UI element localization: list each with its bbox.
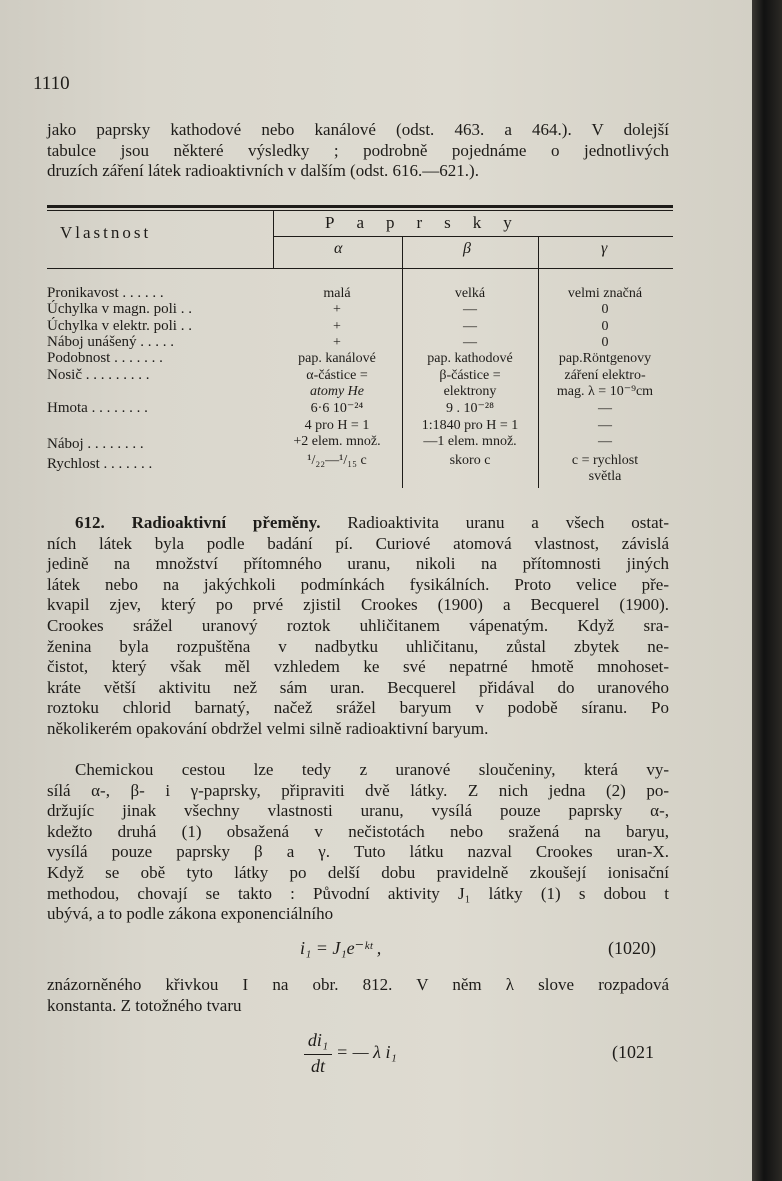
cell-alpha: atomy He bbox=[309, 384, 365, 399]
table-subheader-rule bbox=[273, 236, 673, 237]
cell-beta: β-částice = bbox=[439, 368, 501, 383]
section-line: kráte větší aktivitu než sám uran. Becquerel přidával do uranového bbox=[47, 677, 669, 697]
section-line: roztoku chlorid barnatý, načež srážel baryum v podobě síranu. Po bbox=[47, 698, 669, 718]
section-number: 612. bbox=[75, 513, 105, 532]
cell-beta: — bbox=[463, 302, 477, 317]
cell-gamma: 0 bbox=[601, 335, 609, 350]
para-line: znázorněného křivkou I na obr. 812. V něm λ slove rozpadová bbox=[47, 975, 669, 994]
cell-gamma: — bbox=[598, 434, 612, 449]
header-beta: β bbox=[463, 240, 471, 257]
table-top-rule bbox=[47, 205, 673, 208]
cell-alpha: + bbox=[333, 319, 341, 334]
paragraph-decay-constant bbox=[47, 975, 669, 1016]
cell-beta: 1:1840 pro H = 1 bbox=[421, 418, 519, 433]
cell-alpha: 4 pro H = 1 bbox=[304, 418, 370, 433]
section-line: Crookes srážel uranový roztok uhličitanem vápenatým. Když sra- bbox=[47, 615, 669, 635]
cell-gamma: c = rychlost bbox=[571, 453, 639, 468]
row-label-podobnost: Podobnost . . . . . . . bbox=[47, 350, 163, 366]
cell-alpha: ¹/₂₂—¹/₁₅ c bbox=[307, 453, 367, 468]
para-line: Když se obě tyto látky po delší dobu pravidelně zkoušejí ionisační bbox=[47, 862, 669, 882]
cell-gamma: 0 bbox=[601, 319, 609, 334]
cell-beta: — bbox=[463, 319, 477, 334]
cell-gamma: 0 bbox=[601, 302, 609, 317]
cell-alpha: + bbox=[333, 302, 341, 317]
section-612-paragraph bbox=[47, 513, 669, 740]
cell-gamma: — bbox=[598, 401, 612, 416]
cell-beta: 9 . 10⁻²⁸ bbox=[446, 401, 494, 416]
row-label-naboj-unaseny: Náboj unášený . . . . . bbox=[47, 334, 175, 350]
cell-beta: elektrony bbox=[443, 384, 497, 399]
cell-gamma: světla bbox=[588, 469, 622, 484]
fraction-bar bbox=[304, 1054, 332, 1055]
cell-gamma: mag. λ = 10⁻⁹cm bbox=[556, 384, 654, 399]
cell-beta: skoro c bbox=[449, 453, 491, 468]
cell-gamma: — bbox=[598, 418, 612, 433]
para-line: vysílá pouze paprsky β a γ. Tuto látku nazval Crookes uran-X. bbox=[47, 842, 669, 862]
table-header-rays: Paprsky bbox=[325, 213, 534, 232]
section-line: ních látek byla podle badání pí. Curiové atomová vlastnost, závislá bbox=[47, 533, 669, 553]
para-line: konstanta. Z totožného tvaru bbox=[47, 995, 242, 1015]
equation-number-1021: (1021 bbox=[612, 1042, 654, 1062]
header-gamma: γ bbox=[601, 240, 608, 257]
header-alpha: α bbox=[334, 240, 343, 257]
section-line: čistot, který však měl vzhledem ke své nepatrné hmotě mnohoset- bbox=[47, 657, 669, 677]
row-label-nosic: Nosič . . . . . . . . . bbox=[47, 367, 150, 383]
row-label-naboj: Náboj . . . . . . . . bbox=[47, 436, 144, 452]
cell-beta: —1 elem. množ. bbox=[423, 434, 517, 449]
fraction-numerator: di₁ bbox=[307, 1030, 329, 1050]
cell-alpha: +2 elem. množ. bbox=[293, 434, 381, 449]
cell-alpha: α-částice = bbox=[306, 368, 368, 383]
row-label-uchylka-elektr: Úchylka v elektr. poli . . bbox=[47, 318, 192, 334]
cell-beta: pap. kathodové bbox=[427, 351, 513, 366]
section-line bbox=[47, 513, 669, 534]
cell-gamma: záření elektro- bbox=[564, 368, 646, 383]
para-line: ubývá, a to podle zákona exponenciálního bbox=[47, 904, 334, 924]
intro-line: jako paprsky kathodové nebo kanálové (odst. 463. a 464.). V dolejší bbox=[47, 120, 669, 139]
equation-1021-rhs: = — λ i₁ bbox=[336, 1042, 397, 1062]
row-label-pronikavost: Pronikavost . . . . . . bbox=[47, 285, 164, 301]
cell-alpha: + bbox=[333, 335, 341, 350]
para-line: držujíc jinak všechny vlastnosti uranu, vysílá pouze paprsky α-, bbox=[47, 801, 669, 821]
cell-beta: — bbox=[463, 335, 477, 350]
table-top-rule-thin bbox=[47, 210, 673, 211]
book-spine bbox=[752, 0, 782, 1181]
section-line: několikerém opakování obdržel velmi silně radioaktivní baryum. bbox=[47, 718, 489, 738]
paragraph-chemical-path bbox=[47, 760, 669, 925]
equation-number-1020: (1020) bbox=[608, 938, 656, 958]
equation-1020: i₁ = J₁e⁻ᵏᵗ , bbox=[300, 938, 382, 958]
cell-alpha: 6·6 10⁻²⁴ bbox=[310, 401, 364, 416]
para-line: Chemickou cestou lze tedy z uranové sloučeniny, která vy- bbox=[75, 760, 669, 779]
intro-line: tabulce jsou některé výsledky ; podrobně pojednáme o jednotlivých bbox=[47, 140, 669, 160]
table-header-rule bbox=[47, 268, 673, 269]
para-line: kdežto druhá (1) obsažená v nečistotách nebo sražená na baryu, bbox=[47, 821, 669, 841]
table-divider bbox=[273, 210, 274, 268]
row-label-rychlost: Rychlost . . . . . . . bbox=[47, 456, 153, 472]
section-line: jedině na množství přítomného uranu, nikoli na přítomnosti jiných bbox=[47, 554, 669, 574]
cell-alpha: malá bbox=[323, 286, 351, 301]
row-label-hmota: Hmota . . . . . . . . bbox=[47, 400, 148, 416]
cell-beta: velká bbox=[454, 286, 486, 301]
cell-gamma: pap.Röntgenovy bbox=[558, 351, 652, 366]
cell-gamma: velmi značná bbox=[567, 286, 643, 301]
row-label-uchylka-magn: Úchylka v magn. poli . . bbox=[47, 301, 192, 317]
section-line: ženina byla rozpuštěna v nadbytku uhličitanu, zůstal zbytek ne- bbox=[47, 636, 669, 656]
table-header-property: Vlastnost bbox=[60, 223, 152, 242]
para-line: methodou, chovají se takto : Původní aktivity J₁ látky (1) s dobou t bbox=[47, 883, 669, 903]
intro-paragraph bbox=[47, 120, 669, 182]
section-line: kvapil zjev, který po prvé zjistil Crookes (1900) a Becquerel (1900). bbox=[47, 595, 669, 615]
section-line-text: Radioaktivita uranu a všech ostat- bbox=[347, 513, 670, 532]
section-line: látek nebo na jakýchkoli podmínkách fysikálních. Proto velice pře- bbox=[47, 574, 669, 594]
para-line: sílá α-, β- i γ-paprsky, připraviti dvě látky. Z nich jedna (2) po- bbox=[47, 780, 669, 800]
cell-alpha: pap. kanálové bbox=[298, 351, 376, 366]
section-title: Radioaktivní přeměny. bbox=[131, 513, 321, 532]
fraction-denominator: dt bbox=[310, 1056, 325, 1076]
page-number: 1110 bbox=[33, 73, 70, 94]
intro-line: druzích záření látek radioaktivních v dalším (odst. 616.—621.). bbox=[47, 161, 479, 180]
